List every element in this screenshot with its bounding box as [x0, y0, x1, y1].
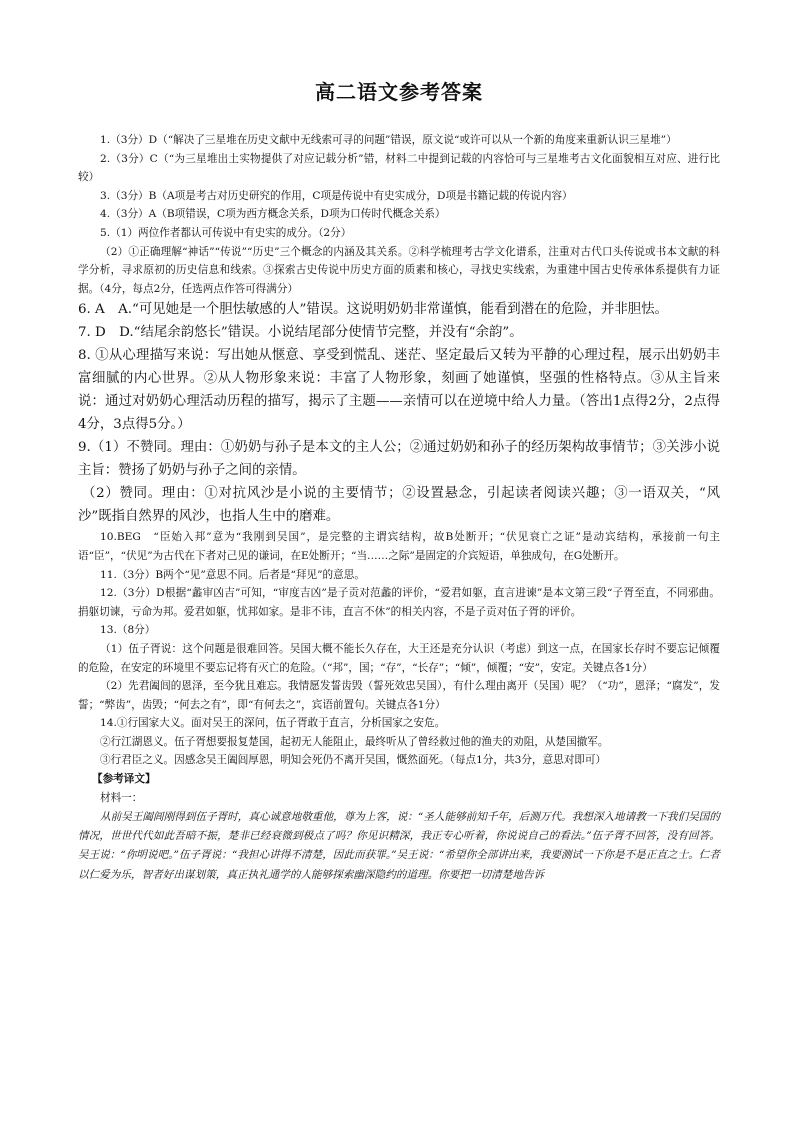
answer-q11: 11.（3分）B两个“见”意思不同。后者是“拜见”的意思。 — [100, 568, 365, 581]
answer-q6: 6. A A.“可见她是一个胆怯敏感的人”错误。这说明奶奶非常谨慎，能看到潜在的危险，并非胆怯。 — [78, 302, 668, 318]
answer-q7: 7. D D.“结尾余韵悠长”错误。小说结尾部分使情节完整，并没有“余韵”。 — [78, 325, 523, 341]
answer-q12: 12.（3分）D根据“蠡审凶吉”可知，“审度吉凶”是子贡对范蠡的评价，“爱君如躯，直言进谏”是本文第三段“子胥至直，不同邪曲。捐躯切谏，亏命为邦。爱君如躯，忧邦如家。是非不讳，直言不休”的相关内容，不是子贡对伍子胥的评价。 — [78, 587, 720, 618]
translation-heading: 【参考译文】 — [92, 773, 156, 786]
answer-q1: 1.（3分）D（“解决了三星堆在历史文献中无线索可寻的问题”错误，原文说“或许可以从一个新的角度来重新认识三星堆”） — [100, 134, 677, 146]
translation-text: 从前吴王阖闾刚得到伍子胥时，真心诚意地敬重他，尊为上客，说：“圣人能够前知千年，后测万代。我想深入地请教一下我们吴国的情况，世世代代如此吾暗不振，楚非已经衰微到极点了吗？你见识精深，我正专心听着，你说说自己的看法。”伍子胥不回答，没有回答。吴王说：“你明说吧。”伍子胥说：“我担心讲得不清楚，因此而获罪。”吴王说：“希望你全部讲出来，我要测试一下你是不是正直之士。仁者以仁爱为乐，智者好出谋划策，真正执礼通学的人能够探索幽深隐约的道理。你要把一切清楚地告诉 — [78, 810, 720, 881]
answer-q13-heading: 13.（8分） — [100, 624, 156, 637]
answer-q2: 2.（3分）C（“为三星堆出土实物提供了对应记载分析”错，材料二中提到记载的内容恰可与三星堆考古文化面貌相互对应、进行比较） — [78, 152, 720, 184]
answer-q10: 10.BEG “臣始入邦”意为“我刚到吴国”，是完整的主谓宾结构，故B处断开；“伏见衰亡之证”是动宾结构，承接前一句主语“臣”，“伏见”为古代在下者对己见的谦词，在E处断开；“当……之际”是固定的介宾短语，单独成句，在G处断开。 — [78, 531, 720, 562]
material-label: 材料一： — [100, 792, 143, 805]
answer-q4: 4.（3分）A（B项错误，C项为西方概念关系，D项为口传时代概念关系） — [100, 208, 446, 221]
answer-q14-point3: ③行君臣之义。因感念吴王阖闾厚恩，明知会死仍不离开吴国，慨然面死。（每点1分，共3分，意思对即可） — [100, 754, 607, 767]
answer-q8: 8. ①从心理描写来说：写出她从惬意、享受到慌乱、迷茫、坚定最后又转为平静的心理过程，展示出奶奶丰富细腻的内心世界。②从人物形象来说：丰富了人物形象，刻画了她谨慎，坚强的性格特点。③从主旨来说：通过对奶奶心理活动历程的描写，揭示了主题——亲情可以在逆境中给人力量。（答出1点得2分，2点得4分，3点得5分。） — [78, 348, 720, 433]
answer-q14-point2: ②行江湖恩义。伍子胥想要报复楚国，起初无人能阻止，最终听从了曾经救过他的渔夫的劝阻，从楚国撤军。 — [100, 735, 609, 748]
answer-q5-part2: （2）①正确理解“神话”“传说”“历史”三个概念的内涵及其关系。②科学梳理考古学文化谱系，注重对古代口头传说或书本文献的科学分析，寻求原初的历史信息和线索。③探索古史传说中历史方面的质素和核心，寻找史实线索，为重建中国古史传承体系提供有力证据。（4分，每点2分，任选两点作答可得满分） — [78, 245, 720, 295]
answer-page — [78, 70, 720, 885]
page-title: 高二语文参考答案 — [315, 80, 483, 104]
answer-q5-part1: 5.（1）两位作者都认可传说中有史实的成分。（2分） — [100, 226, 352, 239]
answer-q13-part1: （1）伍子胥说：这个问题是很难回答。吴国大概不能长久存在，大王还是充分认识（考虑）到这一点，在国家长存时不要忘记倾覆的危险，在安定的环境里不要忘记将有灭亡的危险。（“邦”，国；“存”，“长存”；“倾”，倾覆；“安”，安定。关键点各1分） — [78, 642, 720, 674]
answer-q13-part2: （2）先君阖闾的恩泽，至今犹且难忘。我情愿发誓齿毁（誓死效忠吴国），有什么理由离开（吴国）呢？（“功”，恩泽；“腐发”，发誓；“弊齿”，齿毁；“何去之有”，即“有何去之”，宾语前置句。关键点各1分） — [78, 680, 720, 711]
answer-q3: 3.（3分）B（A项是考古对历史研究的作用，C项是传说中有史实成分，D项是书籍记载的传说内容） — [100, 189, 573, 202]
answer-q14-point1: 14.①行国家大义。面对吴王的深问，伍子胥敢于直言，分析国家之安危。 — [100, 717, 446, 730]
answer-q9-part1: 9.（1）不赞同。理由：①奶奶与孙子是本文的主人公；②通过奶奶和孙子的经历架构故事情节；③关涉小说主旨：赞扬了奶奶与孙子之间的亲情。 — [78, 440, 720, 479]
answer-q9-part2: （2）赞同。理由：①对抗风沙是小说的主要情节；②设置悬念，引起读者阅读兴趣；③一语双关，“风沙”既指自然界的风沙，也指人生中的磨难。 — [78, 486, 720, 525]
